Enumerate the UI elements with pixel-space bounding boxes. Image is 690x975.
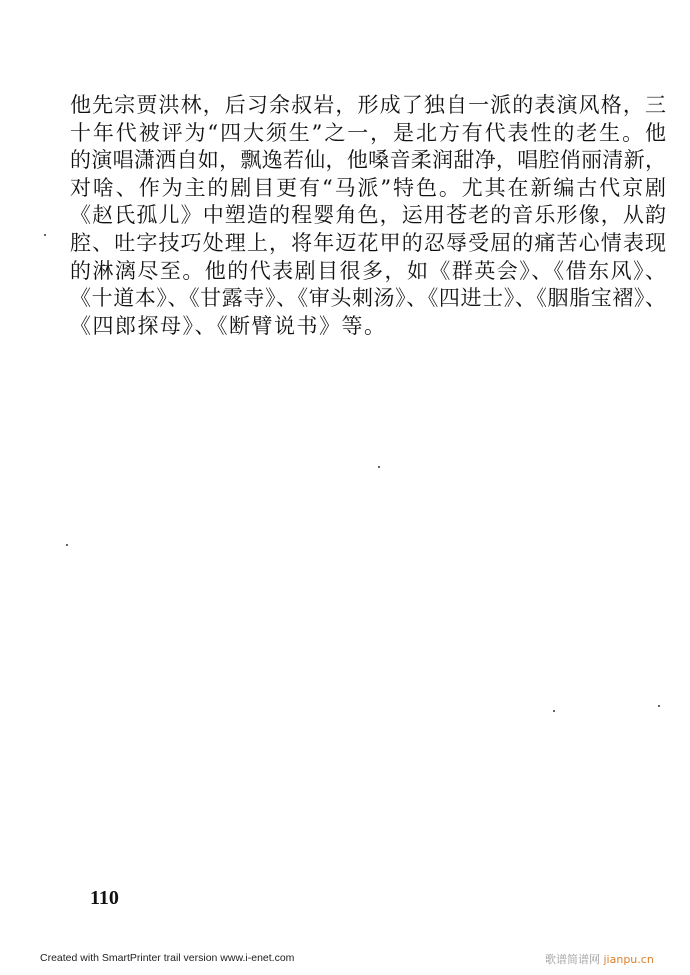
watermark-en: jianpu.cn — [603, 953, 654, 966]
scan-speck — [553, 710, 555, 712]
scan-speck — [44, 234, 46, 236]
scan-speck — [378, 466, 380, 468]
text-line: 腔、吐字技巧处理上，将年迈花甲的忍辱受屈的痛苦心情表现 — [70, 230, 666, 255]
text-line: 十年代被评为“四大须生”之一，是北方有代表性的老生。他 — [70, 120, 666, 145]
watermark — [545, 951, 654, 967]
scan-speck — [66, 544, 68, 546]
text-line: 对啥、作为主的剧目更有“马派”特色。尤其在新编古代京剧 — [70, 175, 666, 200]
credit-footer: Created with SmartPrinter trail version www.i-enet.com — [40, 952, 295, 964]
text-line: 《赵氏孤儿》中塑造的程婴角色，运用苍老的音乐形像，从韵 — [70, 203, 666, 228]
text-line: 的淋漓尽至。他的代表剧目很多，如《群英会》、《借东风》、 — [70, 258, 666, 283]
body-paragraph — [70, 92, 666, 340]
text-line: 《四郎探母》、《断臂说书》等。 — [70, 313, 387, 338]
page-number: 110 — [90, 887, 119, 909]
scan-speck — [658, 705, 660, 707]
text-line: 《十道本》、《甘露寺》、《审头刺汤》、《四进士》、《胭脂宝褶》、 — [70, 286, 666, 311]
text-line: 的演唱潇洒自如，飘逸若仙，他嗓音柔润甜净，唱腔俏丽清新， — [70, 148, 666, 173]
text-line: 他先宗贾洪林，后习余叔岩，形成了独自一派的表演风格，三 — [70, 93, 666, 117]
watermark-cn: 歌谱简谱网 — [545, 953, 600, 966]
